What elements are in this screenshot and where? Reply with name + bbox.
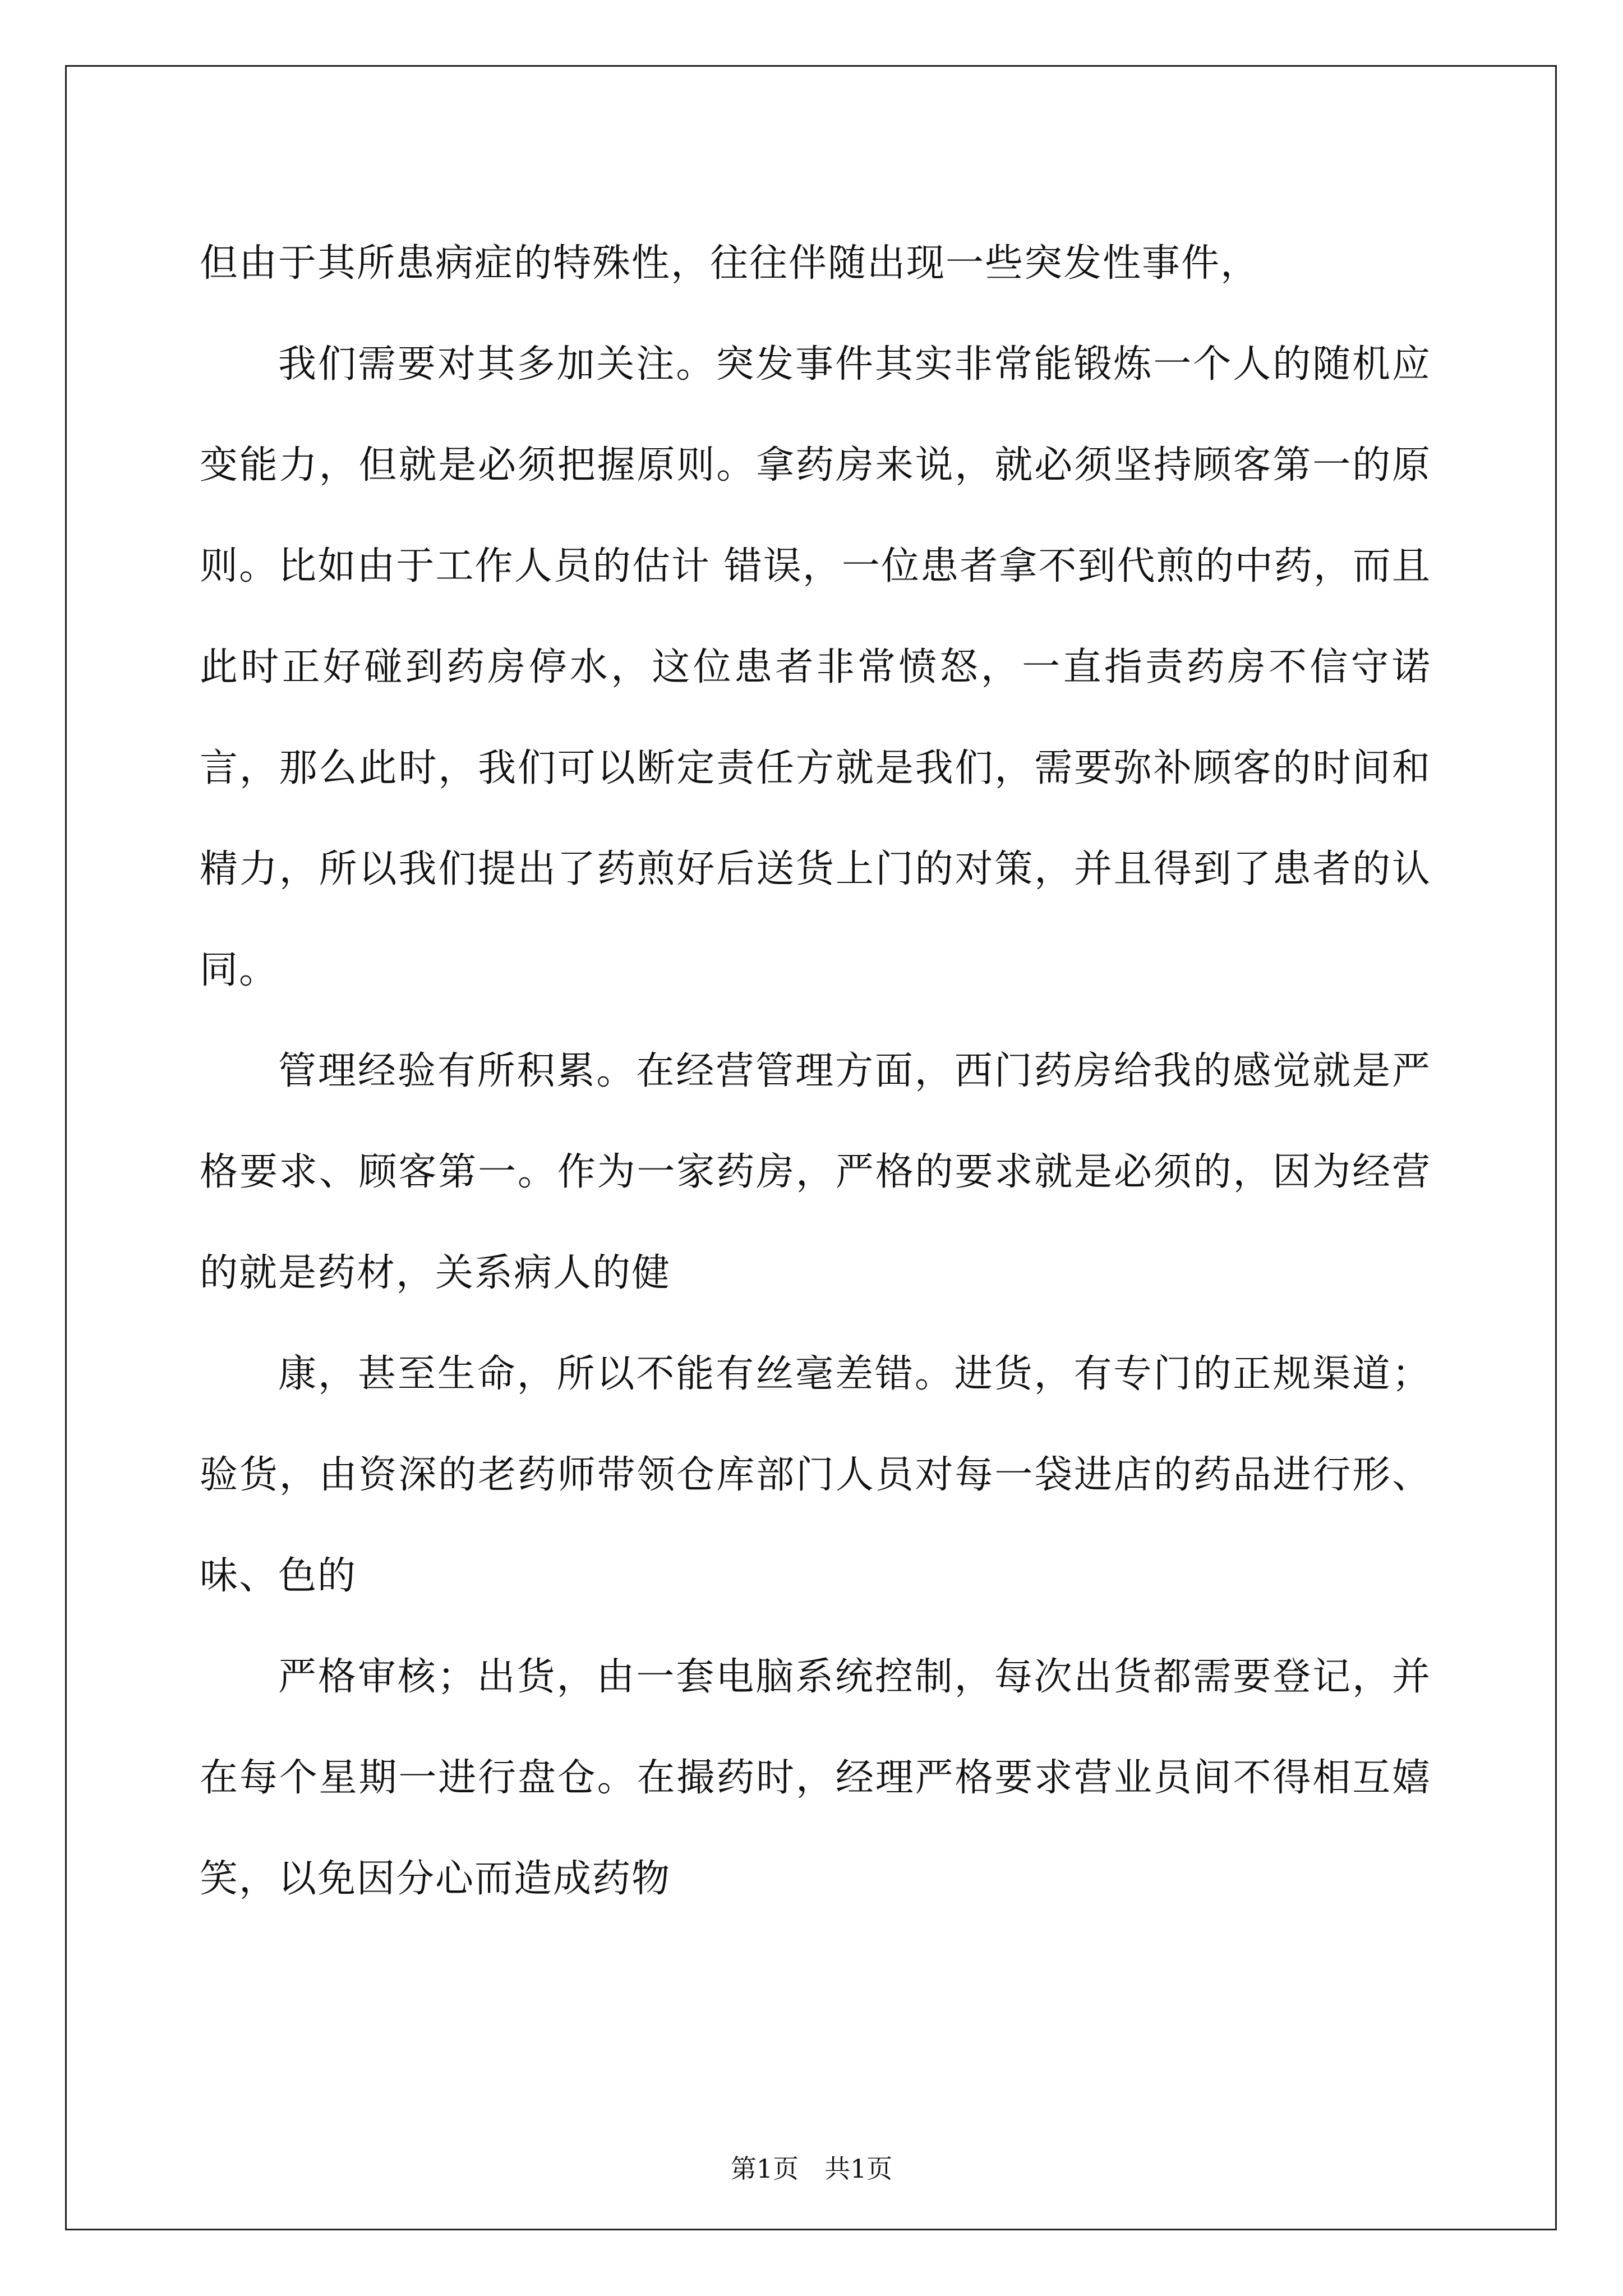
paragraph-4: 康，甚至生命，所以不能有丝毫差错。进货，有专门的正规渠道；验货，由资深的老药师带领仓库部门人员对每一袋进店的药品进行形、味、色的: [200, 1352, 1431, 1598]
page-number-footer: 第1页 共1页: [730, 2154, 893, 2184]
document-body: [200, 213, 1431, 1930]
paragraph-3: 管理经验有所积累。在经营管理方面，西门药房给我的感觉就是严格要求、顾客第一。作为一家药房，严格的要求就是必须的，因为经营的就是药材，关系病人的健: [200, 1049, 1431, 1295]
paragraph-2: 我们需要对其多加关注。突发事件其实非常能锻炼一个人的随机应变能力，但就是必须把握原则。拿药房来说，就必须坚持顾客第一的原则。比如由于工作人员的估计 错误，一位患者拿不到代煎的中药，而且此时正好碰到药房停水，这位患者非常愤怒，一直指责药房不信守诺言，那么此时，我们可以断定责任方就是我们，需要弥补顾客的时间和精力，所以我们提出了药煎好后送货上门的对策，并且得到了患者的认同。: [200, 342, 1431, 992]
paragraph-1: 但由于其所患病症的特殊性，往往伴随出现一些突发性事件，: [200, 241, 1260, 286]
paragraph-5: 严格审核；出货，由一套电脑系统控制，每次出货都需要登记，并在每个星期一进行盘仓。在撮药时，经理严格要求营业员间不得相互嬉笑，以免因分心而造成药物: [200, 1655, 1431, 1901]
